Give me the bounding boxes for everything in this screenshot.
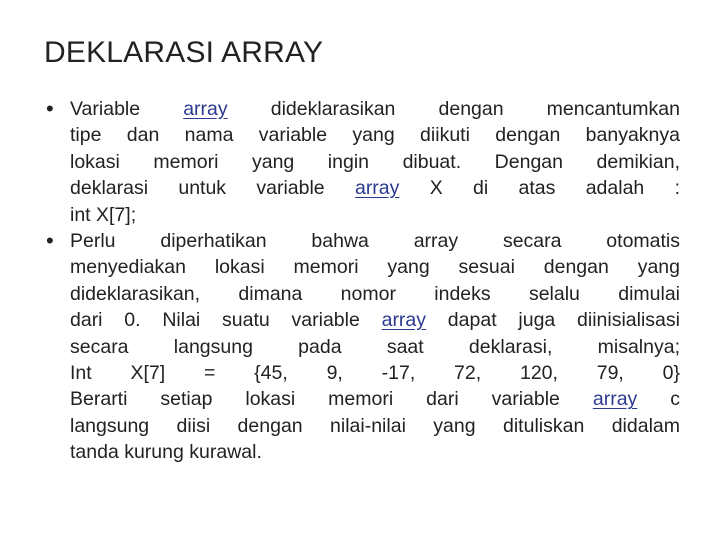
text-line [70,386,680,412]
text-run: dari 0. Nilai suatu variable [70,309,382,332]
text-run: lokasi memori yang ingin dibuat. Dengan demikian, [70,150,680,173]
bullet-text [70,96,680,228]
array-keyword-link[interactable]: array [183,98,228,120]
text-run: dideklarasikan dengan mencantumkan [227,98,680,120]
text-line [70,360,680,386]
text-line [70,439,680,465]
text-run: menyediakan lokasi memori yang sesuai dengan yang [70,256,680,279]
text-line [70,175,680,201]
text-run: Variable [70,98,184,120]
bullet-item-2 [44,228,680,466]
text-run: langsung diisi dengan nilai-nilai yang dituliskan didalam [70,414,680,437]
array-keyword-link[interactable]: array [354,177,400,200]
text-run: Berarti setiap lokasi memori dari variable [70,388,593,411]
text-run: c [637,388,681,411]
text-run: tipe dan nama variable yang diikuti dengan banyaknya [70,124,680,147]
bullet-dot-icon: • [46,96,54,121]
text-line [70,228,680,254]
text-run: int X[7]; [70,203,137,226]
text-line [70,202,680,228]
text-line [70,254,680,280]
text-line [70,122,680,148]
bullet-item-1 [44,96,680,228]
text-run: dapat juga diinisialisasi [426,309,680,332]
text-line [70,281,680,307]
bullet-dot-icon: • [46,228,54,254]
array-keyword-link[interactable]: array [381,309,427,332]
text-line [70,307,680,333]
bullet-list [44,96,680,466]
text-line [70,96,680,122]
text-line [70,334,680,360]
text-run: deklarasi untuk variable [70,177,355,200]
text-run: dideklarasikan, dimana nomor indeks selalu dimulai [70,282,680,305]
text-run: tanda kurung kurawal. [70,441,262,464]
text-line [70,413,680,439]
array-keyword-link[interactable]: array [592,388,638,411]
slide-title: DEKLARASI ARRAY [44,36,324,69]
text-run: Perlu diperhatikan bahwa array secara otomatis [70,230,680,253]
text-run: Int X[7] = {45, 9, -17, 72, 120, 79, 0} [70,362,680,385]
text-run: X di atas adalah : [399,177,680,200]
text-run: secara langsung pada saat deklarasi, misalnya; [70,335,680,358]
bullet-text [70,228,680,466]
text-line [70,149,680,175]
